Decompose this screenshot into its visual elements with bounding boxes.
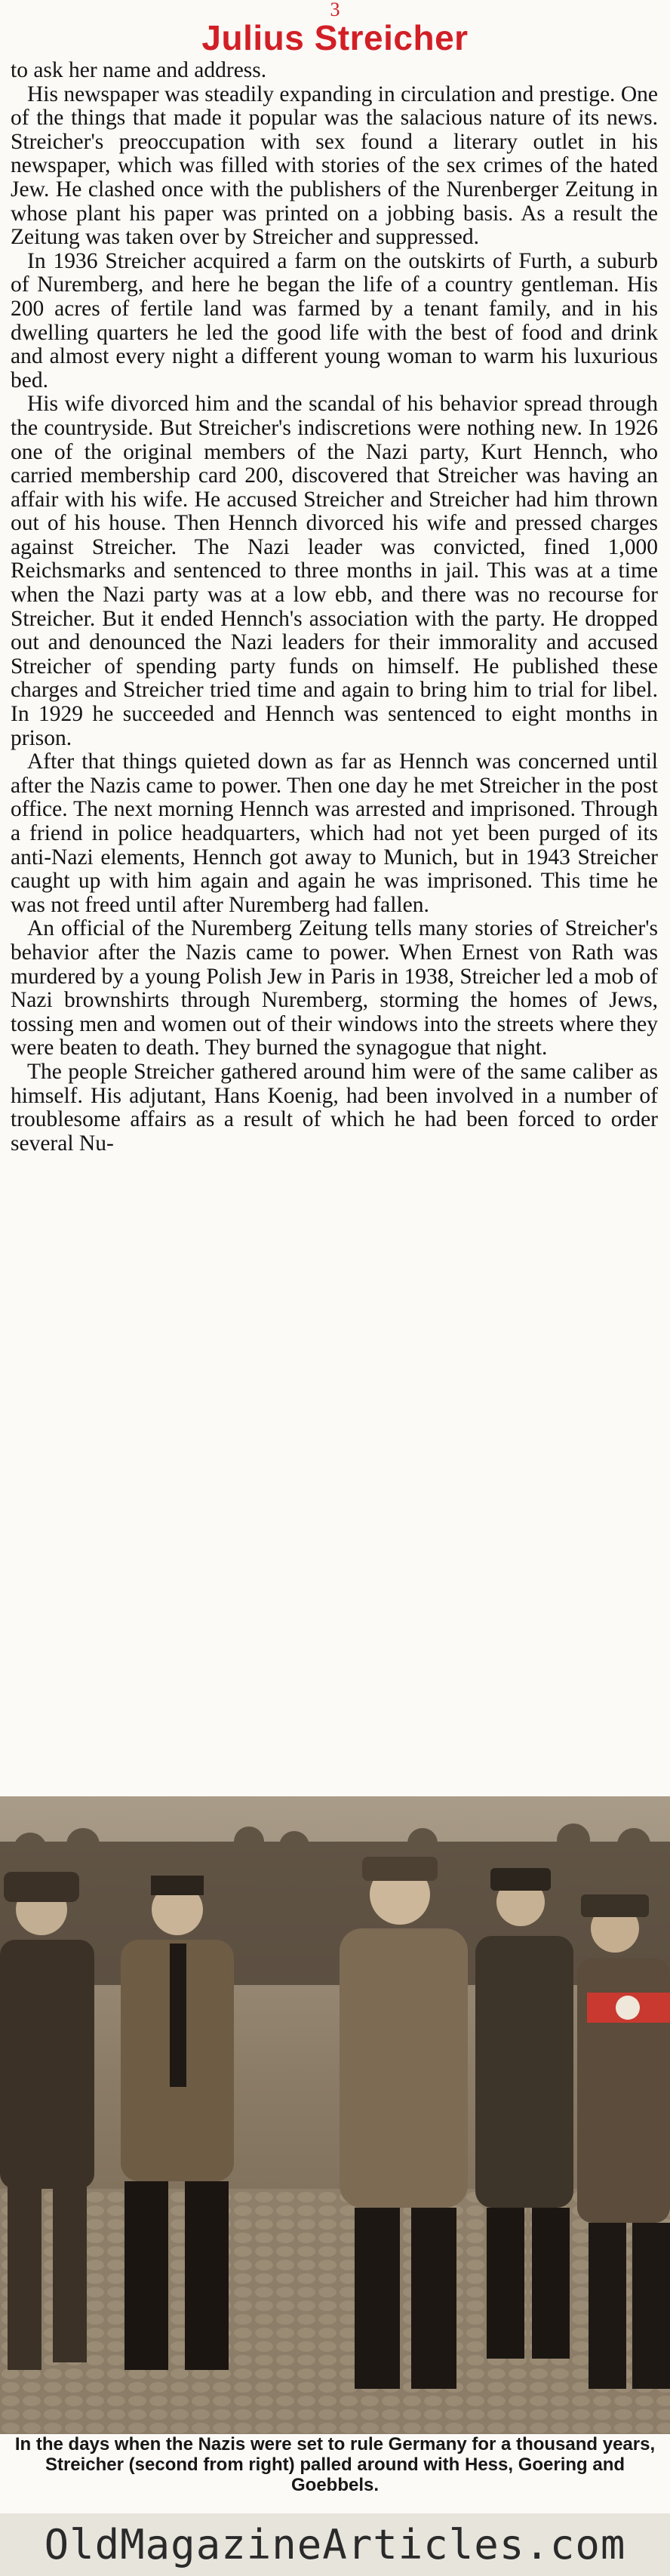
paragraph: The people Streicher gathered around him were of the same caliber as himself. His adjutant, Hans Koenig, had been involved in a number of troublesome affairs as a result of which he had been forced to order several Nu-	[11, 1059, 658, 1156]
paragraph: His newspaper was steadily expanding in circulation and prestige. One of the things that made it popular was the salacious nature of its news. Streicher's preoccupation with sex found a literary outlet in his newspaper, which was filled with stories of the sex crimes of the hated Jew. He clashed once with the publishers of the Nurenberger Zeitung in whose plant his paper was printed on a jobbing basis. As a result the Zeitung was taken over by Streicher and suppressed.	[11, 82, 658, 250]
group-photo	[0, 1796, 670, 2434]
source-footer: OldMagazineArticles.com	[0, 2513, 670, 2576]
paragraph: An official of the Nuremberg Zeitung tells many stories of Streicher's behavior after the Nazis came to power. When Ernest von Rath was murdered by a young Polish Jew in Paris in 1938, Streicher led a mob of Nazi brownshirts through Nuremberg, storming the homes of Jews, tossing men and women out of their windows into the streets where they were beaten to death. They burned the synagogue that night.	[11, 916, 658, 1060]
page-number: 3	[330, 0, 340, 20]
article-body	[11, 59, 658, 1156]
photo-caption: In the days when the Nazis were set to rule Germany for a thousand years, Streicher (second from right) palled around with Hess, Goering and Goebbels.	[14, 2434, 656, 2495]
paragraph: His wife divorced him and the scandal of his behavior spread through the countryside. But Streicher's indiscretions were nothing new. In 1926 one of the original members of the Nazi party, Kurt Hennch, who carried membership card 200, discovered that Streicher was having an affair with his wife. He accused Streicher and Streicher had him thrown out of his house. Then Hennch divorced his wife and pressed charges against Streicher. The Nazi leader was convicted, fined 1,000 Reichsmarks and sentenced to three months in jail. This was at a time when the Nazi party was at a low ebb, and there was no recourse for Streicher. But it ended Hennch's association with the party. He dropped out and denounced the Nazi leaders for their immorality and accused Streicher of spending party funds on himself. He published these charges and Streicher tried time and again to bring him to trial for libel. In 1929 he succeeded and Hennch was sentenced to eight months in prison.	[11, 392, 658, 750]
paragraph: In 1936 Streicher acquired a farm on the outskirts of Furth, a suburb of Nuremberg, and here he began the life of a country gentleman. His 200 acres of fertile land was farmed by a tenant family, and in his dwelling quarters he led the good life with the best of food and drink and almost every night a different young woman to warm his luxurious bed.	[11, 248, 658, 392]
paragraph: to ask her name and address.	[11, 58, 267, 82]
article-title: Julius Streicher	[201, 18, 469, 57]
paragraph: After that things quieted down as far as Hennch was concerned until after the Nazis came to power. Then one day he met Streicher in the post office. The next morning Hennch was arrested and imprisoned. Through a friend in police headquarters, which had not yet been purged of its anti-Nazi elements, Hennch got away to Munich, but in 1943 Streicher caught up with him again and again he was imprisoned. This time he was not freed until after Nuremberg had fallen.	[11, 749, 658, 917]
